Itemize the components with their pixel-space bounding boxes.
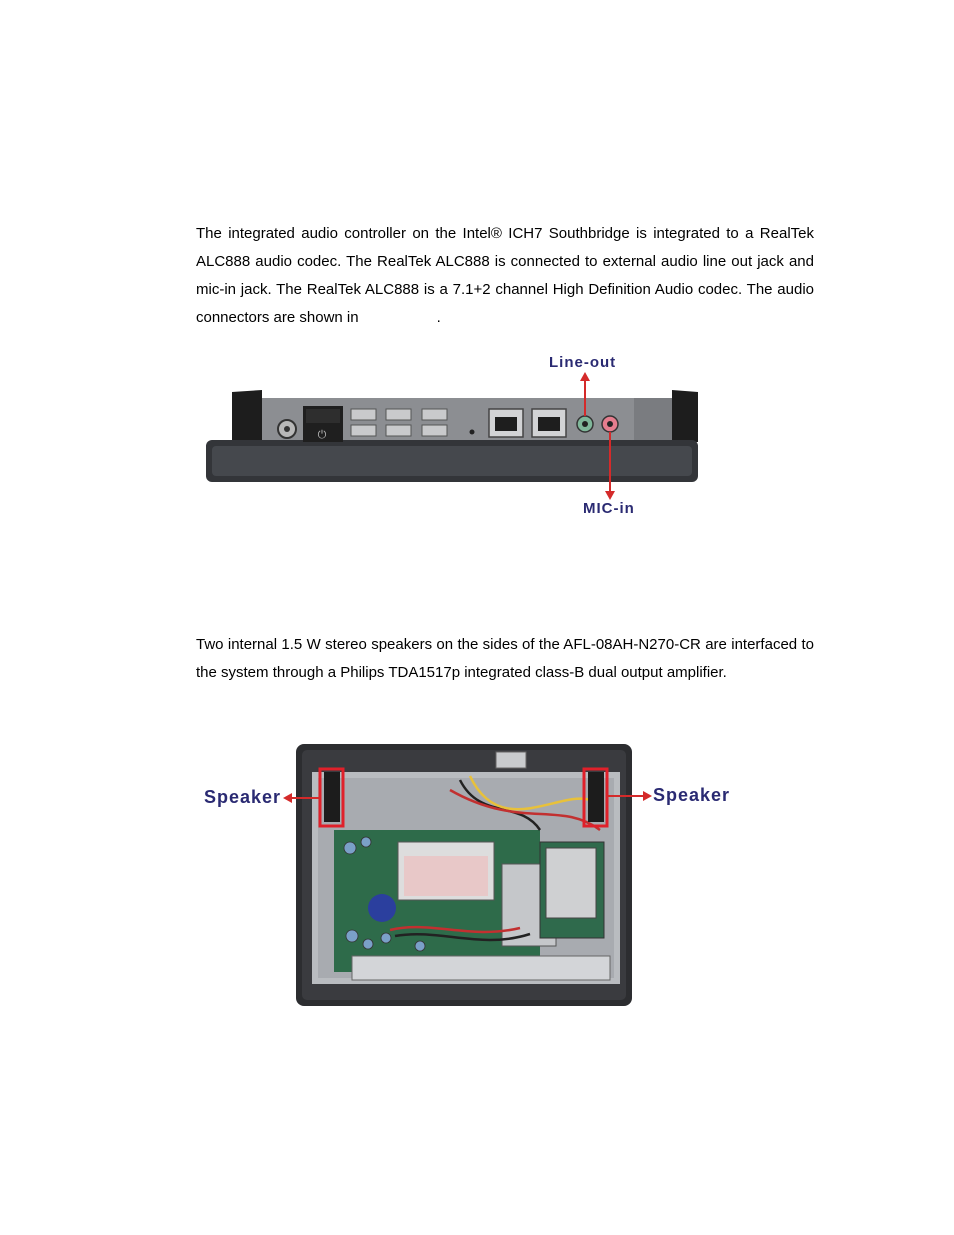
speaker-paragraph: Two internal 1.5 W stereo speakers on the sides of the AFL-08AH-N270-CR are interfaced to the system through a Philips TDA1517p integrated class-B dual output amplifier. (196, 636, 814, 681)
reset-hole (470, 430, 475, 435)
left-bracket (232, 390, 262, 442)
audio-paragraph-text: The integrated audio controller on the Intel® ICH7 Southbridge is integrated to a RealTek ALC888 audio codec. The RealTek ALC888 is connected to external audio line out jack and mic-in jack. The RealTek ALC888 is a 7.1+2 channel High Definition Audio codec. The audio connectors are shown in (196, 225, 814, 326)
left-speaker-label: Speaker (204, 787, 282, 807)
mic-in-label: MIC-in (583, 500, 635, 517)
right-bracket (672, 390, 698, 442)
power-icon: ⏻ (317, 428, 327, 441)
right-speaker-label: Speaker (653, 785, 731, 805)
audio-paragraph-end: . (436, 309, 441, 326)
line-out-label: Line-out (549, 354, 617, 371)
